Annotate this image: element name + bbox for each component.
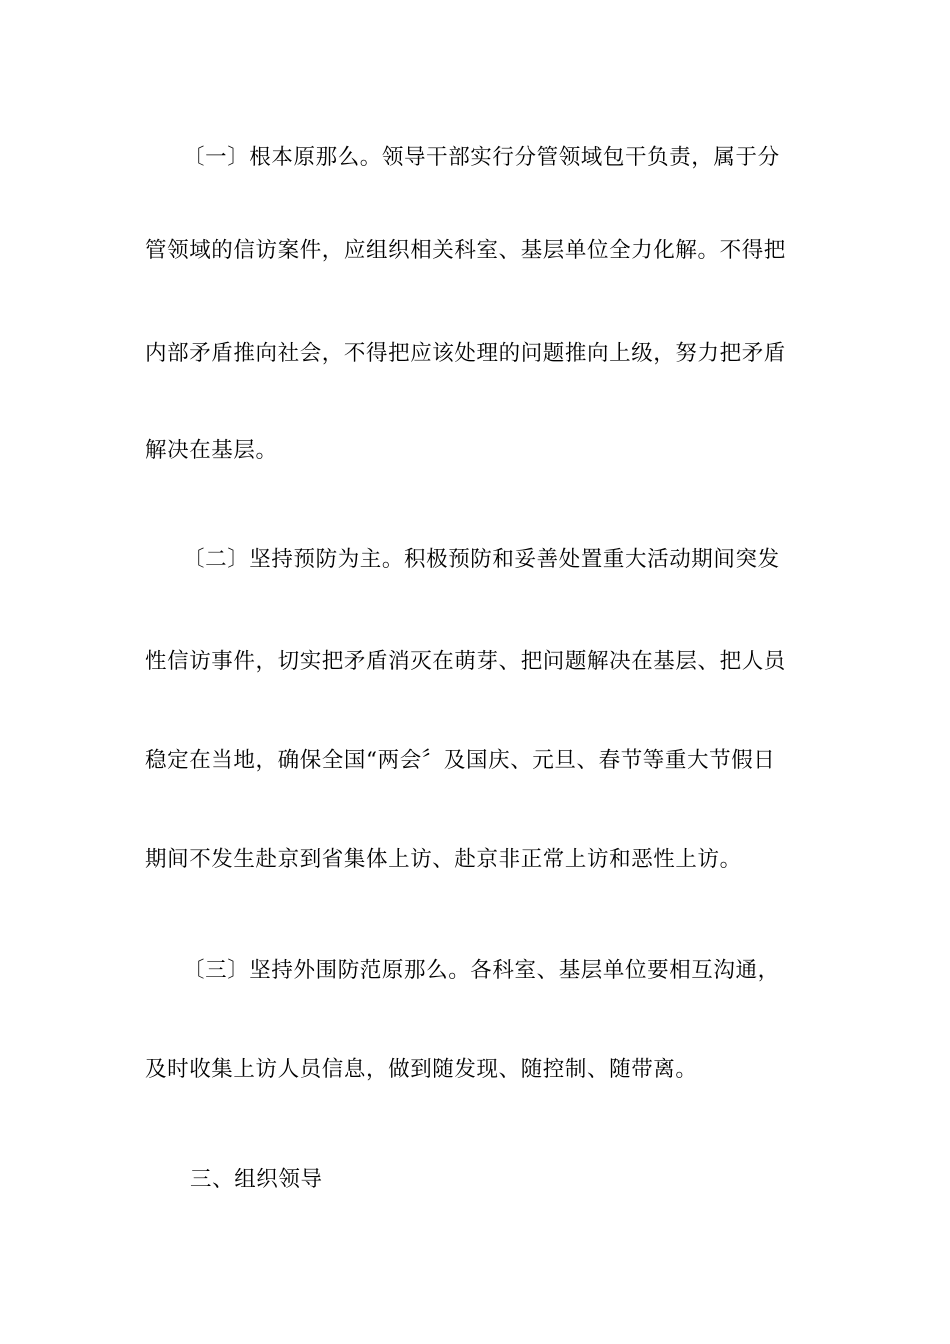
paragraph-line: 内部矛盾推向社会，不得把应该处理的问题推向上级，努力把矛盾 [145,341,786,366]
paragraph-line: 及时收集上访人员信息，做到随发现、随控制、随带离。 [145,1057,698,1082]
paragraph-line: 解决在基层。 [145,438,278,463]
paragraph-line: 期间不发生赴京到省集体上访、赴京非正常上访和恶性上访。 [145,847,742,872]
paragraph-line: 〔二〕坚持预防为主。积极预防和妥善处置重大活动期间突发 [183,547,780,572]
paragraph-line: 管领域的信访案件，应组织相关科室、基层单位全力化解。不得把 [145,238,786,263]
paragraph-line: 稳定在当地，确保全国“两会〞及国庆、元旦、春节等重大节假日 [145,748,776,773]
paragraph-line: 〔三〕坚持外围防范原那么。各科室、基层单位要相互沟通， [183,958,780,983]
paragraph-line: 〔一〕根本原那么。领导干部实行分管领域包干负责，属于分 [183,145,780,170]
paragraph-line: 性信访事件，切实把矛盾消灭在萌芽、把问题解决在基层、把人员 [145,649,786,674]
section-heading: 三、组织领导 [190,1167,323,1192]
